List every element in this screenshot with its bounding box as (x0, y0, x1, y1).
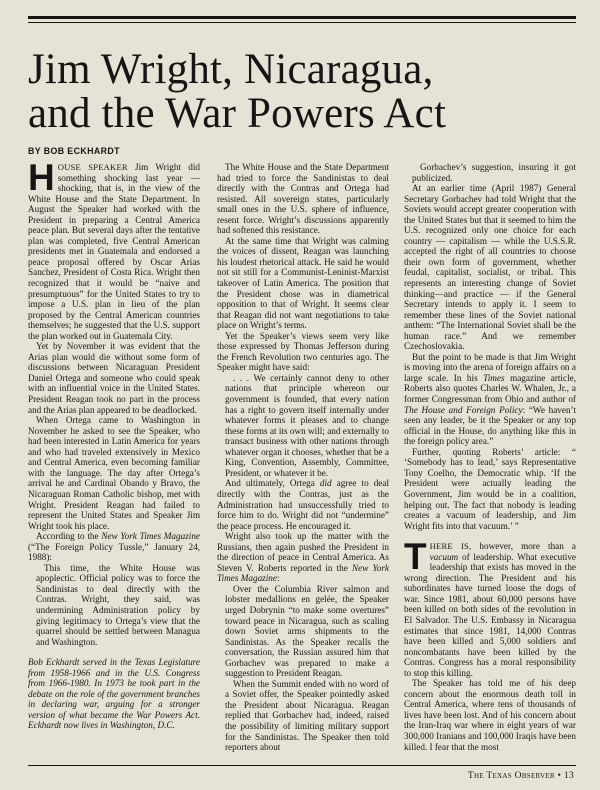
book-title: The House and Foreign Policy (404, 404, 523, 415)
paragraph: At an earlier time (April 1987) General Secretary Gorbachev had told Wright that the Soviets would accept greater cooperation with the United States but that it seemed to him the U.S. recognized only one choice for each country — capitalism — while the U.S.S.R. accepted the right of all countries to choose their own form of government, whether feudal, capitalist, socialist, or tribal. This represents an interesting change of Soviet thinking—and practice — if the General Secretary intends to apply it. I seem to remember these lines of the Soviet national anthem: “The International Soviet shall be the human race.” And we remember Czechoslovakia. (404, 183, 576, 352)
footer-separator: • (557, 771, 562, 781)
drop-cap: H (28, 157, 55, 198)
column-2 (217, 162, 389, 753)
paragraph: Further, quoting Roberts’ article: “ ‘Somebody has to lead,’ says Representative Tony Coelho, the Democratic whip. ‘If the President were actually leading the Government, Jim would be in a coalition, helping out. The fact that nobody is leading creates a vacuum of leadership, and Jim Wright fits into that vacuum.’ ” (404, 446, 576, 531)
paragraph (404, 352, 576, 447)
paragraph-text: magazine article, Roberts also quotes Charles W. Whalen, Jr., a former Congressman from Ohio and author of (404, 372, 576, 405)
paragraph-text: But the point to be made is that Jim Wright is moving into the arena of foreign affairs on a large scale. In his (404, 351, 576, 383)
lead-caps: OUSE SPEAKER (57, 162, 128, 172)
paragraph-text: (“The Foreign Policy Tussle,” January 24, 1988): (28, 541, 200, 563)
block-quote: Over the Columbia River salmon and lobster medallions en gelée, the Speaker urged Dobrynin “to make some overtures” toward peace in Nicaragua, such as scaling down Soviet arms shipments to the Sandinistas. As the Speaker recalls the conversation, the Russian assured him that Gorbachev was prepared to make a suggestion to President Reagan. (225, 583, 389, 679)
paragraph-text: Wright also took up the matter with the Russians, then again pushed the President in the direction of peace in Central America. As Steven V. Roberts reported in the (217, 531, 389, 573)
paragraph: At the same time that Wright was calming the voices of dissent, Reagan was launching his loudest rhetorical attack. He said he would not sit still for a Communist-Leninist-Marxist takeover of Latin America. The position that the President chose was in diametrical opposition to that of Wright. It seems clear that Reagan did not want negotiations to take place on Wright’s terms. (217, 235, 389, 331)
top-rule-thin (28, 22, 576, 23)
block-quote: This time, the White House was apoplectic. Official policy was to force the Sandinistas to deal directly with the Contras. Wright, they said, was undermining Administration policy by giving legitimacy to Ortega’s view that the quarrel should be settled between Managua and Washington. (36, 562, 200, 647)
paragraph: When Ortega came to Washington in November he asked to see the Speaker, who had been interested in Latin America for years and who had traveled extensively in Mexico and Central America, even becoming familiar with the language. The day after Ortega’s arrival he and Cardinal Obando y Bravo, the Nicaraguan Roman Catholic bishop, met with Wright. President Reagan had failed to represent the United States and Speaker Jim Wright took his place. (28, 415, 200, 531)
drop-cap: T (404, 536, 427, 578)
paragraph-text: agree to deal directly with the Contras, just as the Administration had unsuccessfully tried to force him to do. Wright did not “undermine” the peace process. He encouraged it. (217, 478, 389, 531)
page-footer (468, 771, 574, 781)
paragraph: The Speaker has told me of his deep concern about the enormous death toll in Central America, where tens of thousands of lives have been lost. And of his concern about the Iran-Iraq war where in eight years of war 300,000 Iranians and 100,000 Iraqis have been killed. I fear that the most (404, 678, 576, 752)
bottom-rule (28, 765, 576, 766)
jefferson-quote: . . . We certainly cannot deny to other nations that principle whereon our government is founded, that every nation has a right to govern itself internally under whatever forms it pleases and to change these forms at its own will; and externally to transact business with other nations through whatever organ it chooses, whether that be a King, Convention, Assembly, Committee, President, or whatever it be. (225, 372, 389, 478)
paragraph (217, 478, 389, 531)
byline: BY BOB ECKHARDT (28, 146, 120, 156)
top-rule-thick (28, 16, 576, 19)
source-title: New York Times Magazine (217, 562, 389, 584)
column-3 (404, 162, 576, 752)
publication-name: The Texas Observer (467, 771, 555, 781)
headline-line-2: and the War Powers Act (28, 90, 447, 137)
page-number: 13 (563, 771, 574, 781)
emphasis: did (319, 478, 332, 489)
paragraph-text: : “We haven’t seen any leader, be it the Speaker or any top official in the House, do anything like this in the foreign policy area.” (404, 404, 577, 447)
section-opening-paragraph (404, 536, 576, 678)
headline-line-1: Jim Wright, Nicaragua, (28, 46, 434, 93)
paragraph (28, 531, 200, 563)
author-bio: Bob Eckhardt served in the Texas Legislature from 1958-1966 and in the U.S. Congress from 1966-1980. In 1973 he took part in the debate on the role of the government branches in declaring war, arguing for a stronger version of what became the War Powers Act. Eckhardt now lives in Washington, D.C. (28, 657, 200, 731)
opening-paragraph (28, 157, 200, 341)
lead-caps: HERE IS, (429, 541, 472, 552)
paragraph: Yet the Speaker’s views seem very like those expressed by Thomas Jefferson during the French Revolution two centuries ago. The Speaker might have said: (217, 330, 389, 373)
paragraph-text: According to the (36, 531, 102, 542)
paragraph: The White House and the State Department had tried to force the Sandinistas to deal directly with the Contras and Ortega had resisted. All sovereign states, particularly small ones in the U.S. sphere of influence, resent force. Wright’s discussions apparently had softened this resistance. (217, 162, 389, 236)
paragraph-text: Jim Wright did something shocking last year — shocking, that is, in the view of the White House and the State Department. In August the Speaker had worked with the President in preparing a Central America peace plan. But several days after the tentative plan was completed, five Central American presidents met in Guatemala and endorsed a peace proposal offered by Oscar Arias Sanchez, President of Costa Rica. Wright then recognized that it would be “naive and presumptuous” for the United States to try to impose a U.S. plan in lieu of the plan proposed by the Central American countries themselves; he suggested that the U.S. support the plan worked out in Guatemala City. (28, 162, 200, 341)
headline (28, 48, 576, 136)
emphasis: vacuum (429, 551, 459, 562)
paragraph: Yet by November it was evident that the Arias plan would die without some form of discussions between Nicaraguan President Daniel Ortega and someone who could speak with an influential voice in the United States. President Reagan took no part in the process and the Arias plan appeared to be deadlocked. (28, 341, 200, 415)
source-title: New York Times Magazine (101, 531, 200, 542)
paragraph-text: And ultimately, Ortega (225, 478, 320, 489)
block-quote: When the Summit ended with no word of a Soviet offer, the Speaker pointedly asked the President about Nicaragua. Reagan replied that Gorbachev had, indeed, raised the possibility of limiting military support for the Sandinistas. The Speaker then told reporters about (225, 678, 389, 753)
paragraph-text: of leadership. What executive leadership that exists has moved in the wrong direction. The President and his subordinates have turned loose the dogs of war. Since 1981, about 60,000 persons have been killed on both sides of the revolution in El Salvador. The U.S. Embassy in Nicaragua estimates that since 1981, 14,000 Contras have been killed and 5,000 soldiers and noncombatants have been killed by the Contras. Congress has a moral responsibility to stop this killing. (404, 551, 576, 678)
block-quote-end: Gorbachev’s suggestion, insuring it got publicized. (412, 162, 576, 183)
paragraph (217, 531, 389, 584)
paragraph-text: however, more than a (471, 541, 576, 552)
source-title: Times (483, 372, 505, 383)
column-1 (28, 157, 200, 731)
paragraph-text: : (276, 573, 280, 584)
